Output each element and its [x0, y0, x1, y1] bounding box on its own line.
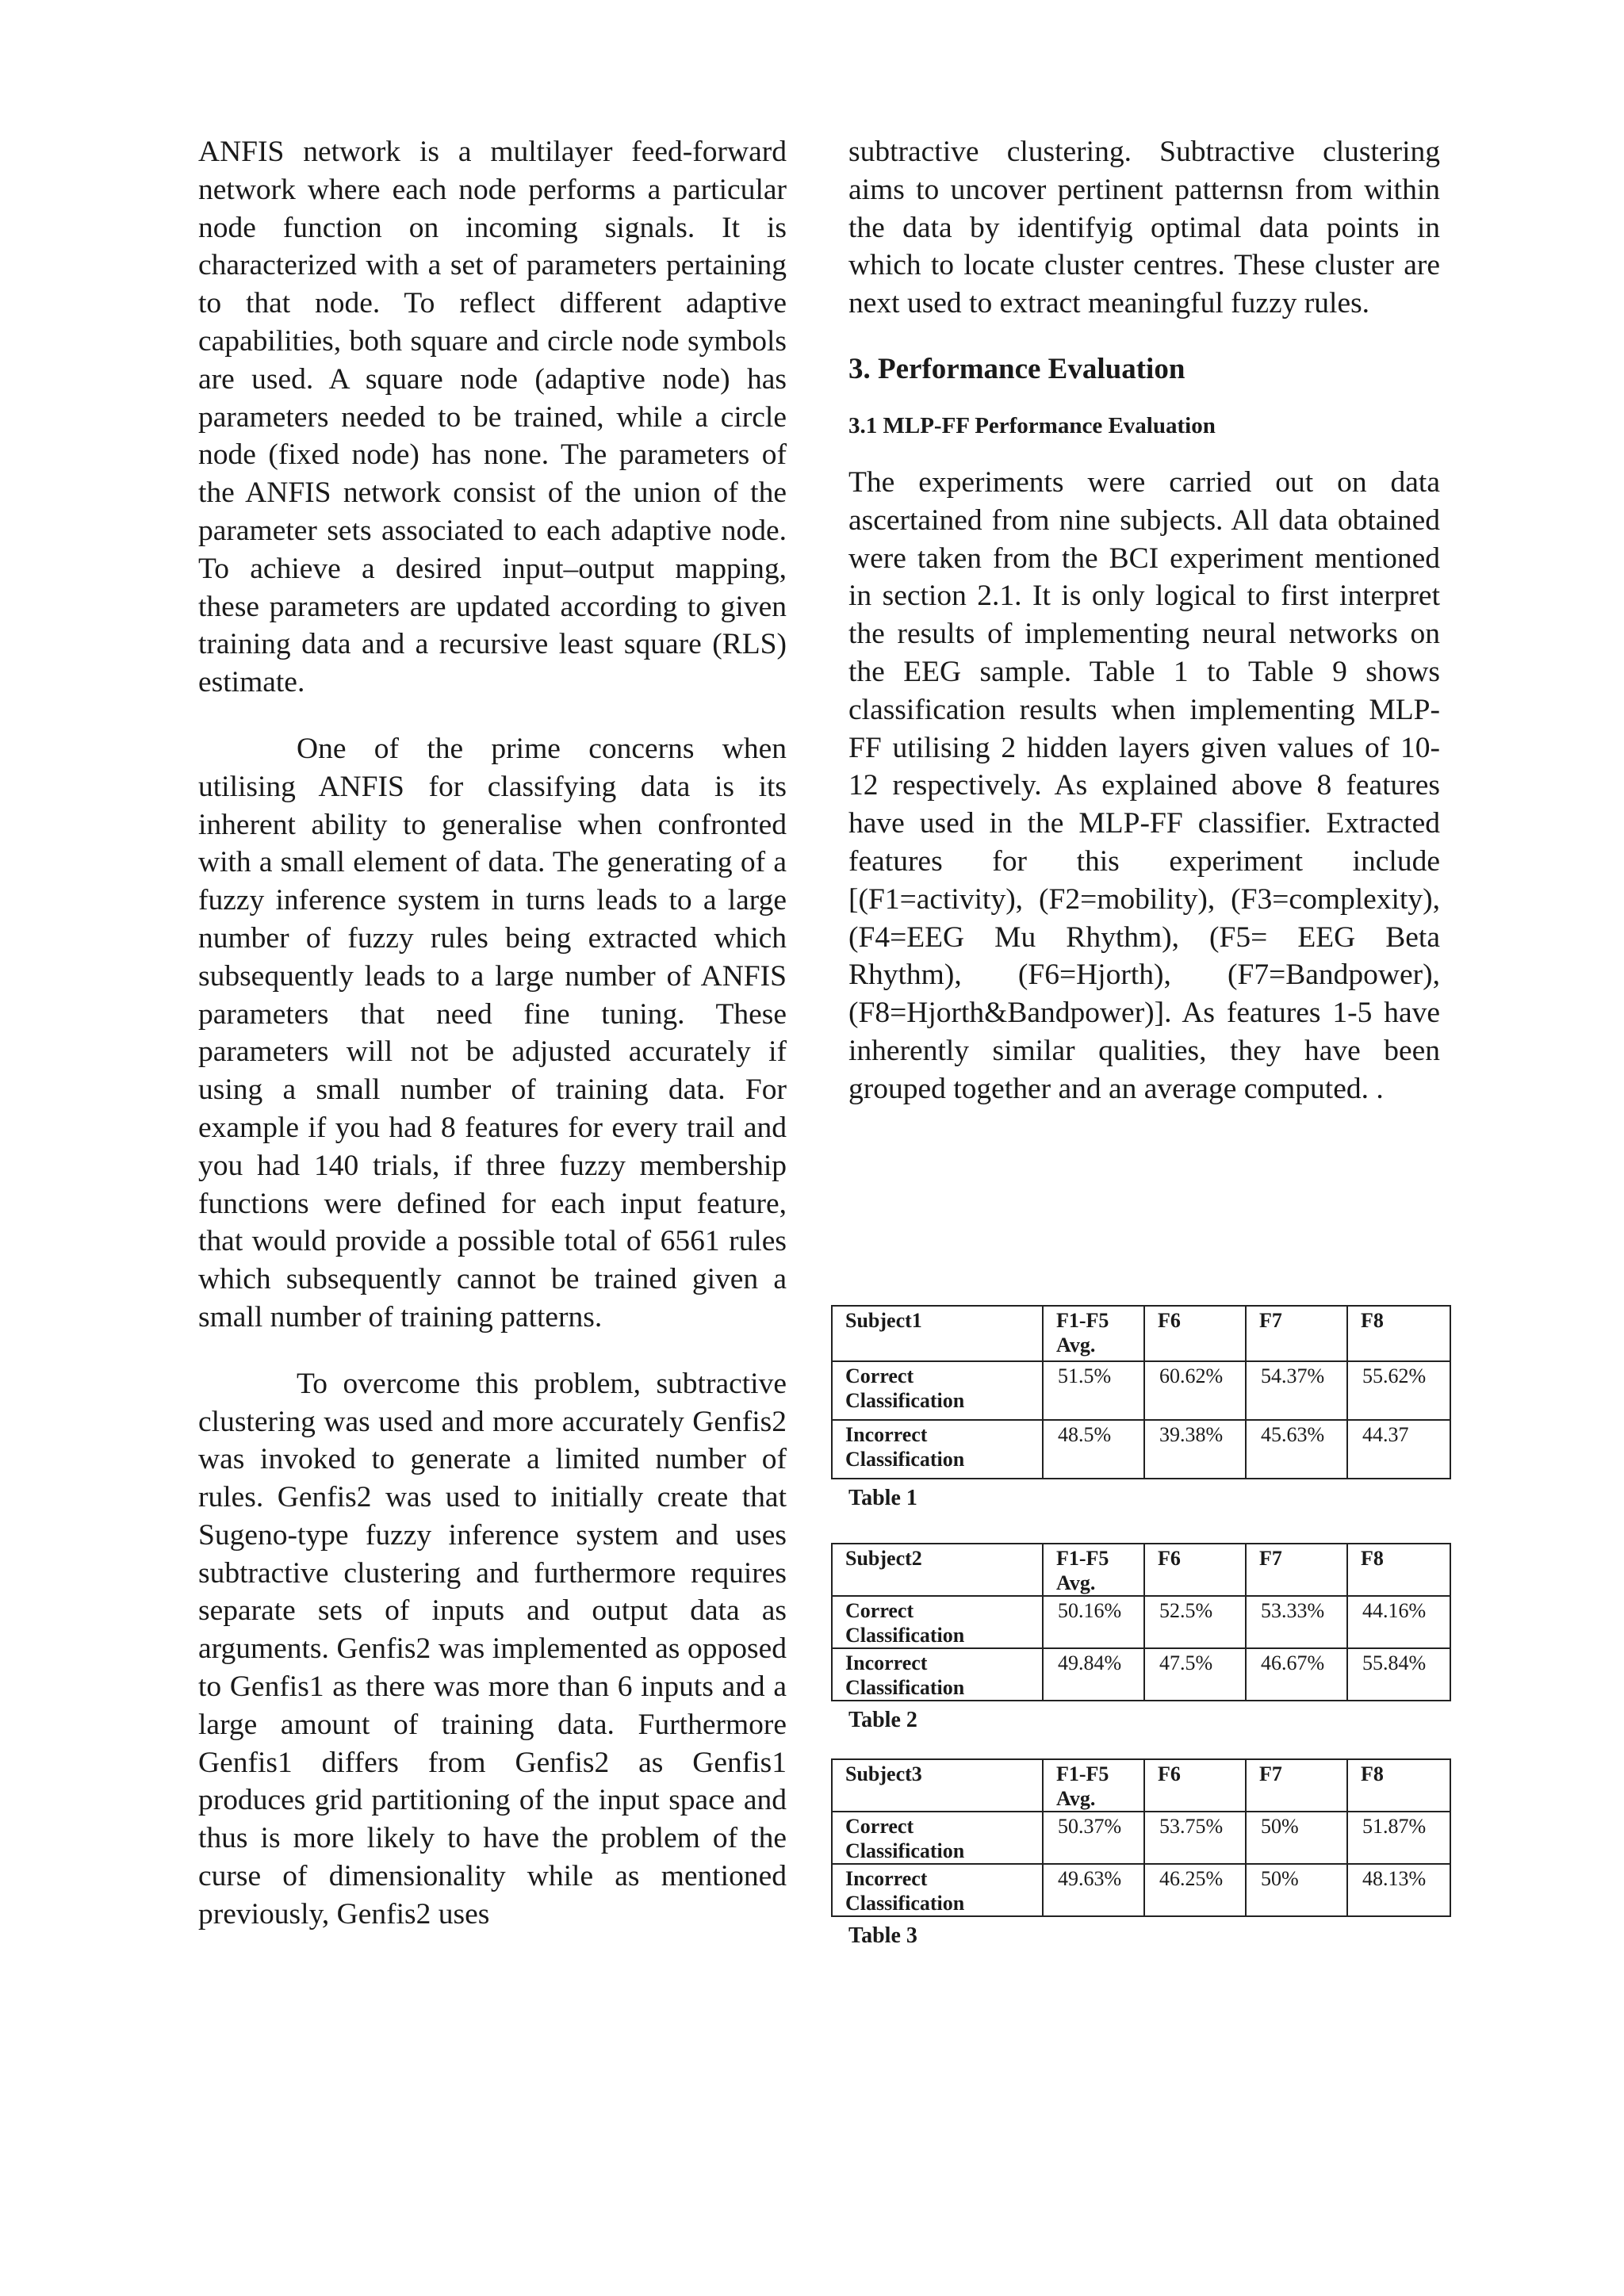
row-label: Incorrect Classification — [832, 1864, 1043, 1916]
paragraph-prime-concerns: One of the prime concerns when utilising ANFIS for classifying data is its inherent ability to generalise when confronted with a small element of data. The generating of a fuzzy inference system in turns leads to a large number of fuzzy rules being extracted which subsequently leads to a large number of ANFIS parameters that need fine tuning. These parameters will not be adjusted accurately if using a small number of training data. For example if you had 8 features for every trail and you had 140 trials, if three fuzzy membership functions were defined for each input feature, that would provide a possible total of 6561 rules which subsequently cannot be trained given a small number of training patterns. — [198, 732, 787, 1334]
value-cell: 46.25% — [1144, 1864, 1246, 1916]
left-column — [198, 133, 787, 1934]
value-cell: 47.5% — [1144, 1648, 1246, 1701]
value-cell: 50.37% — [1043, 1812, 1144, 1864]
value-cell: 45.63% — [1246, 1420, 1347, 1479]
value-cell: 39.38% — [1144, 1420, 1246, 1479]
header-cell: F6 — [1144, 1759, 1246, 1812]
table-block-3 — [831, 1758, 1450, 1950]
table-row — [832, 1420, 1450, 1479]
value-cell: 48.5% — [1043, 1420, 1144, 1479]
paragraph-anfis-network: ANFIS network is a multilayer feed-forward network where each node performs a particular node function on incoming signals. It is characterized with a set of parameters pertaining to that node. To reflect different adaptive capabilities, both square and circle node symbols are used. A square node (adaptive node) has parameters needed to be trained, while a circle node (fixed node) has none. The parameters of the ANFIS network consist of the union of the parameter sets associated to each adaptive node. To achieve a desired input–output mapping, these parameters are updated according to given training data and a recursive least square (RLS) estimate. — [198, 136, 787, 699]
table-header-row — [832, 1544, 1450, 1596]
table-header-row — [832, 1306, 1450, 1361]
paragraph-overcome-problem: To overcome this problem, subtractive clustering was used and more accurately Genfis2 was invoked to generate a limited number of rules. Genfis2 was used to initially create that Sugeno-type fuzzy inference system and uses subtractive clustering and furthermore requires separate sets of inputs and output data as arguments. Genfis2 was implemented as opposed to Genfis1 as there was more than 6 inputs and a large amount of training data. Furthermore Genfis1 differs from Genfis2 as Genfis1 produces grid partitioning of the input space and thus is more likely to have the problem of the curse of dimensionality while as mentioned previously, Genfis2 uses — [198, 1367, 787, 1931]
header-cell: F6 — [1144, 1544, 1246, 1596]
value-cell: 60.62% — [1144, 1361, 1246, 1420]
table-row — [832, 1361, 1450, 1420]
value-cell: 51.5% — [1043, 1361, 1144, 1420]
header-cell: F8 — [1347, 1306, 1450, 1361]
results-table-3 — [831, 1758, 1451, 1917]
header-cell: Subject1 — [832, 1306, 1043, 1361]
header-cell: F7 — [1246, 1759, 1347, 1812]
table-block-2 — [831, 1543, 1450, 1735]
value-cell: 55.84% — [1347, 1648, 1450, 1701]
value-cell: 50.16% — [1043, 1596, 1144, 1648]
header-cell: F1-F5 Avg. — [1043, 1759, 1144, 1812]
table-caption: Table 2 — [848, 1708, 917, 1732]
value-cell: 46.67% — [1246, 1648, 1347, 1701]
header-cell: Subject2 — [832, 1544, 1043, 1596]
table-header-row — [832, 1759, 1450, 1812]
section-heading: 3. Performance Evaluation — [848, 352, 1185, 385]
header-cell: Subject3 — [832, 1759, 1043, 1812]
results-table-1 — [831, 1305, 1451, 1479]
table-row — [832, 1596, 1450, 1648]
header-cell: F1-F5 Avg. — [1043, 1544, 1144, 1596]
value-cell: 44.37 — [1347, 1420, 1450, 1479]
right-column — [848, 133, 1440, 1108]
row-label: Incorrect Classification — [832, 1420, 1043, 1479]
header-cell: F8 — [1347, 1544, 1450, 1596]
value-cell: 52.5% — [1144, 1596, 1246, 1648]
value-cell: 54.37% — [1246, 1361, 1347, 1420]
table-row — [832, 1812, 1450, 1864]
value-cell: 51.87% — [1347, 1812, 1450, 1864]
header-cell: F7 — [1246, 1544, 1347, 1596]
value-cell: 50% — [1246, 1812, 1347, 1864]
value-cell: 49.84% — [1043, 1648, 1144, 1701]
value-cell: 49.63% — [1043, 1864, 1144, 1916]
table-row — [832, 1648, 1450, 1701]
table-row — [832, 1864, 1450, 1916]
row-label: Correct Classification — [832, 1596, 1043, 1648]
header-cell: F1-F5 Avg. — [1043, 1306, 1144, 1361]
header-cell: F8 — [1347, 1759, 1450, 1812]
value-cell: 48.13% — [1347, 1864, 1450, 1916]
value-cell: 53.33% — [1246, 1596, 1347, 1648]
value-cell: 53.75% — [1144, 1812, 1246, 1864]
row-label: Correct Classification — [832, 1812, 1043, 1864]
header-cell: F7 — [1246, 1306, 1347, 1361]
table-caption: Table 1 — [848, 1486, 917, 1510]
value-cell: 55.62% — [1347, 1361, 1450, 1420]
table-block-1 — [831, 1305, 1450, 1513]
row-label: Correct Classification — [832, 1361, 1043, 1420]
results-table-2 — [831, 1543, 1451, 1701]
paragraph-experiments: The experiments were carried out on data ascertained from nine subjects. All data obtained were taken from the BCI experiment mentioned in section 2.1. It is only logical to first interpret the results of implementing neural networks on the EEG sample. Table 1 to Table 9 shows classification results when implementing MLP-FF utilising 2 hidden layers given values of 10-12 respectively. As explained above 8 features have used in the MLP-FF classifier. Extracted features for this experiment include [(F1=activity), (F2=mobility), (F3=complexity), (F4=EEG Mu Rhythm), (F5= EEG Beta Rhythm), (F6=Hjorth), (F7=Bandpower), (F8=Hjorth&Bandpower)]. As features 1-5 have inherently similar qualities, they have been grouped together and an average computed. . — [848, 465, 1440, 1105]
subsection-heading: 3.1 MLP-FF Performance Evaluation — [848, 412, 1216, 438]
header-cell: F6 — [1144, 1306, 1246, 1361]
row-label: Incorrect Classification — [832, 1648, 1043, 1701]
table-caption: Table 3 — [848, 1923, 917, 1948]
paragraph-subtractive-clustering: subtractive clustering. Subtractive clustering aims to uncover pertinent patternsn from within the data by identifyig optimal data points in which to locate cluster centres. These cluster are next used to extract meaningful fuzzy rules. — [848, 136, 1440, 320]
value-cell: 50% — [1246, 1864, 1347, 1916]
value-cell: 44.16% — [1347, 1596, 1450, 1648]
